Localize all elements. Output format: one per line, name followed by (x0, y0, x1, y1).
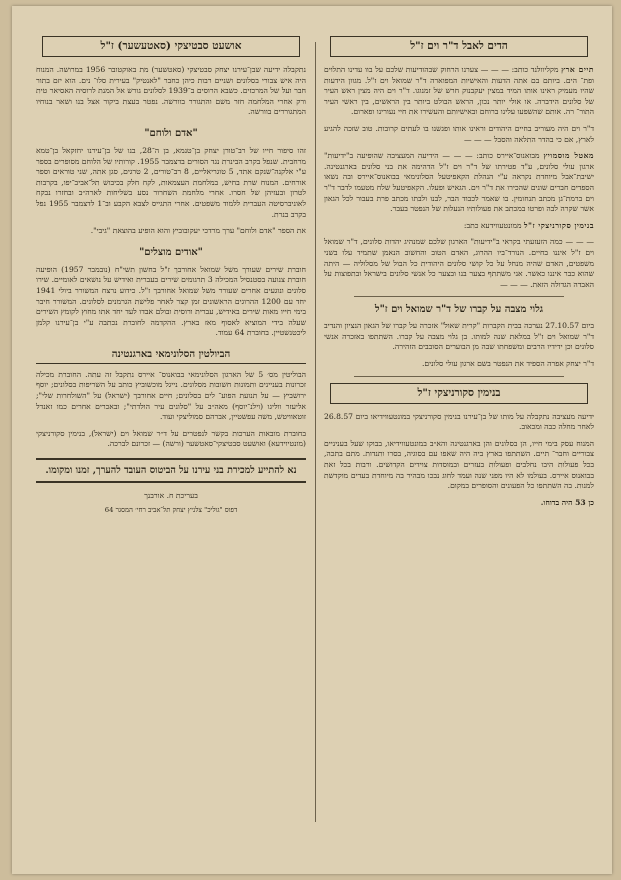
article-title-sabitzki: אושעט סבטיצקי (סאטעשער) ז"ל (42, 36, 300, 57)
column-divider (315, 42, 316, 822)
editor-credit: בעריכת ח. אורבנך (144, 491, 198, 501)
paragraph: המנוח עסק בימי חייו, הן בסלונים והן בארגנטינה והא״ב במונטעווידיאו, בבוקו שעל בעניניים צבוריים וחבר־ תיים. השתתפו בארץ ביה היה שאפו עם בסוגיה, בסרו ותנדות. מתם בתכה, בכל פעולות היבו נחלבים ופעולות בעזרים ובמוסדות צוידים הקדושים. ורבות בכל זאת בבואנוס איירס. בעולמו לא היו מפני שנה ועמד לחוג נבכו מבהיר בה מיוחדת בעדים מוקדשת למנות. בה השתתפו כל הפעונים והסופרים במקום. (324, 438, 594, 491)
paragraph: ד"ר יצחק אפרה הספיד את הנפטר בשם ארגון עולי סלונים. (421, 359, 594, 369)
printer-credit: דפוס "גוליכ" צלניץ יצחק תל־אביב רחי׳ המסגר 64 (104, 505, 238, 514)
article-title-echoes-mourning: הדים לאבל ד"ר וים ז"ל (330, 36, 588, 57)
separator (354, 376, 564, 377)
paragraph: תיים ארץ מקליוולנד כותב: — — — צערנו הרחוק שבהודיעות שלכם על בוו עדינו התלוים ופת־ הים. ביותם בם אתה הדעות והאישיות המפוארה ד"ר שמואל וים ז"ל. מגוון הידעות שהיו מעמיק ראינו אותו המיד במצין יעקבנוק חרש של זמנוגו. ד"ר וים היה מצין ראש העיר של סלונים הידברה. או אולי יותר נכון, הראש הבולט ביותר בין הראשים, בין ראשי העיר התור־ רה. אותם שהשפעו עלינו ברוחם ובאישיותם והעשירו את חיי נעורינו ופארום. (324, 65, 595, 117)
paragraph: זהו סיפור חייו של רב־טורן יצחק בן־טנמא, בן ה־28, בנו של בן־עירנו יחזקאל בן־טמא מרחבית. שנפל בקרב הבינרת נגד הסורים בדצמבר 1955. קורותיו של הלוחם מסופרים בספר ע"י אלקנה־שנקם אתד, 5 טוגריאליים, 8 רב־טורים, 2 טרגים, סגן אתה, שני טוראים וספר אורחים. המנוח שרת בחיש, במלחמת העצמאות, לקח חלק בכיבוש תל־אביב־יפו, בקרבות לטרון ובעזיהן של חסרו. אחרי מלחמת השחרור נסע בשליחות לארה״ב ובחזרו נבקח לאוניברסיטה העברית ללמוד משפטים. אחרי התגייס לצבא הקבע וב־1 לדצמבר 1955 נפל בקרב בנרת. (36, 145, 307, 219)
paragraph: חוברת שירים שעורך משל שמואל אחורבך ז"ל בחשון תשי"ח (נובמבר 1957) הופיעה חוברת צנועה בסטנסיל המכילה 3 תרגומים שירים בעברית ואידיש על נושאים לאומיים. שירו סלונים ונוגעים אחרים שעורר משל שמואל אחורבך ז"ל. כידוע נרצח המשורר ביולי 1941 יחד עם 1200 ההרוגים הראשונים זמן קצר לאחר פלישת הגרמנים לסלונים. המשורר חיבר בימי חייו מאות שירים באידיש, עברית ורוסית ובולם אבדו לעד יחד אתו מחוץ לקומץ השירים שעלה בידי המוציא לאסוף מאז בארץ. ההקדמה לחוברת נכתבה ע"י בן־עירנו קלמן ליכטנשטיין. בחוברת 64 עמוד. (36, 264, 306, 338)
paragraph: את הספר "אדם ולוחם" ערך מרדכי יעקובוביץ והוא הופיע בהוצאת "גיבי". (90, 226, 306, 236)
paragraph: מאטל מוסמויץ מבואנוס־איירס כותב: — — — הידיעה המעציבה שהופיעה ב"ידיעות" ארגון עולי סלונים, ע"ד פטירתו של ד"ר וים ז"ל הדהימה את בני סלונים בארגנטינה. ישיבת־אבל מיוחדת נקראה ע"י הנהלת הקאפיטעל הסלונימאי בבואנוס־איירס ובה נשאו הספדים חברים שונים שהכירו את ד"ר וים. הגאיש ופעלו. הקאפיטעל שלח מטעמו לדבר ד"ר וים ברמת־גן מכתב תנחומין. בו שאמר לכבוד הבר, לבנו ולבתו מכתב פרת בעבור לכל הגאון אשר שקרה לבה ופרטו במכתב את פעולותיו הנעלות של הנפטר בעבר. (324, 151, 594, 214)
paragraph: ביום 27.10.57 נערכה בבית הקברות "קרית שאול" אזכרה על קברו של הגאון הנציון והנדיב ד"ר שמואל וים ז"ל במלאת שנה למותו. בן גלוי מצבה על קברו. השתתפו באזכרה אנשי סלונים וכן ידידיו הרבים ומשפחתו שבה מן הבוערים הסובבים הזהירה. (324, 321, 594, 352)
paragraph: נתקבלה ידיעה שבן־עירנו יצחק סבטיצקי (סאטשער) מת באוקטובר 1956 במרושה. המנוח היה איש צבורי בסלונים ושניים רבות כיהן כחבר "לאנטיק" בעירית סלו־ נים. הוא יזם בתור חבר ועל של המרכזים. כשבא הרוסים ב־1939 לסלונים גורש אל המנת לרוסיה האסיאר טית ורק אחרי המלחמה חזר משם והתגורר בוורשה. נפטר בעצת ביקור אצל בנו ושאר בנוחיו המתגוררים בוורשה. (36, 65, 307, 117)
paragraph: ד"ר וים היה מעוריב בחיים היהודים וראינו אותו ופגשנו בו לעתים קרובות. טוב שזכה להגיע לארץ, אם כי בהדר התלאה והסבל — — — (324, 123, 594, 144)
paragraph: ידיעה מעציבה נתקבלה על מותו של בן־עירנו בנימין סקורניצקי במונטעווידיאו ביום 26.8.57 לאחר מחלה כבה ומכאוב. (324, 411, 594, 432)
right-column (324, 36, 594, 508)
paragraph: הבוליטין מס׳ 5 של הארגון הסלונימאי בבואנוס־ איירס נתקבל זה עתה. החוברת מכילה זכרונות בעניינים ותמונות חשובות מסלונים. נייגל מוכשוביץ כותב על השריפות בסלונים; יוסף ירושביץ — על תנועת הפוע־ לים בסלונים; חיים אחורבך (ישראל) על "השולחרות שלי"; אליעזר ווליגו (וילנ־יוסף) מאה״ב על "סלונים עיר הולדתי"; ובאכרים אחרים כמו זאנדל זוטאוויטש, משה עפשטיין, אברהם סמוליצקי ועוד. (36, 369, 306, 422)
document-page (12, 6, 612, 874)
article-title-bulletin-argentina: הביולטין הסלונימאי בארגנטינה (36, 348, 306, 364)
paragraph: — — — כמה הזעזעתי בקראי ב"ידיעות" הארגון שלכם שמנהיג יהדות סלונים, ד"ר שמואל וים ז"ל איננו בחיים. הנורד־ביו ההרוג, האדם הטוב והחשוב הנאמן שתמיד עלו בשני משפטים, האדם שהיה מנחל על כל קושי סלונים היהודית כל הבול של מסלוליה — היתה שהוא כבר איננו כאשר. אני משתתף בצער בנו ובצער כל אנשי סלונים בישראל ובתפוצות על האבדה הגדולה הזאת. — — — (324, 237, 594, 289)
article-title-rescued-embers: "אודים מוצלים" (139, 246, 203, 258)
page-continuation: כן 53 היה בדוחו. (540, 497, 594, 507)
paragraph: בחוברת מובאות הערכות בקשר לנפטרים על ד״ר שמואל וים (ישראל), בנימין סקורניצקי (מונטיוידעא) ואושעט סבטיצקי־סאטשער (ורשה) — זכרונם לברכה. (36, 428, 306, 449)
left-column (36, 36, 306, 515)
appeal-box: נא להתייע למכירת בני עירנו על הביטוס העובד להערך, זמנו ומקומו. (36, 458, 306, 483)
paragraph: בנימין סקורניצקי ז"ל ממונטעווידעא כתב: (463, 220, 594, 230)
separator (354, 296, 564, 297)
article-title-skorenitzki: בנימין סקורניצקי ז"ל (330, 383, 588, 404)
article-title-tombstone: גלוי מצבה על קברו של ד"ר שמואל וים ז"ל (374, 304, 544, 316)
article-title-man-and-warrior: "אדם ולוחם" (144, 127, 198, 139)
